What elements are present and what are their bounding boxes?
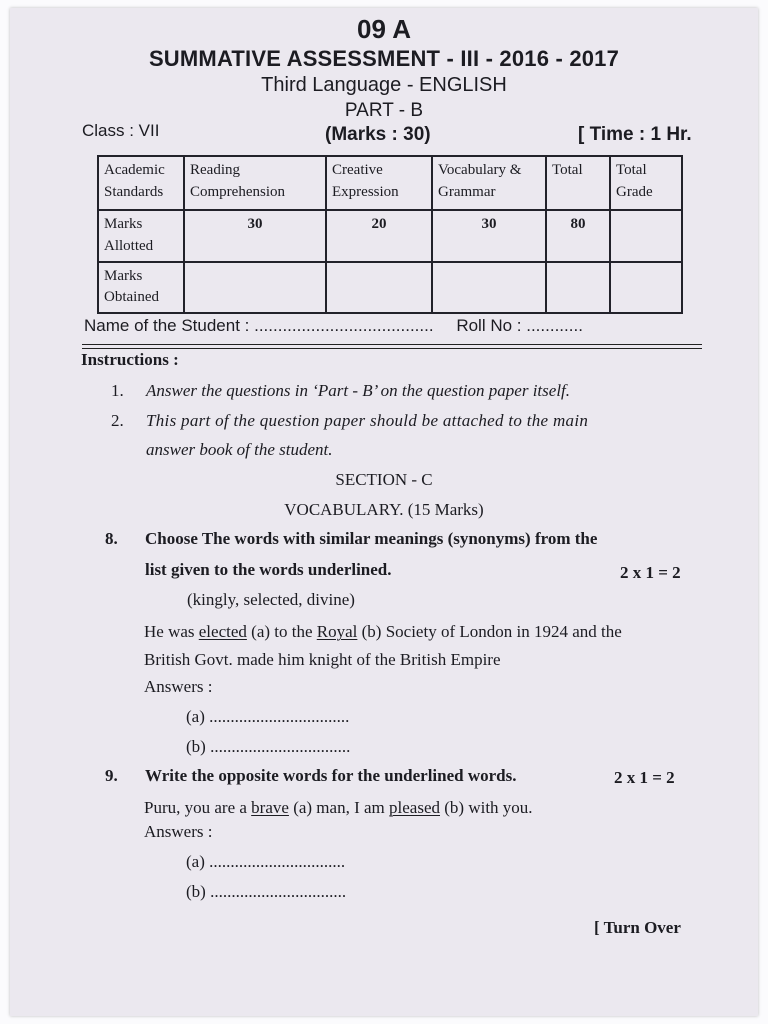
- table-cell: [610, 262, 682, 314]
- question-text: Choose The words with similar meanings (synonyms) from the: [145, 529, 598, 548]
- marks-label: (Marks : 30): [325, 124, 431, 145]
- question-text: Write the opposite words for the underlined words.: [145, 766, 517, 785]
- paper-code: 09 A: [357, 14, 411, 44]
- table-cell: 20: [326, 210, 432, 262]
- table-cell: [326, 262, 432, 314]
- header-cell: Academic Standards: [98, 156, 184, 210]
- marks-table: [97, 155, 683, 314]
- table-cell: [184, 262, 326, 314]
- question-sentence: [144, 622, 622, 642]
- instructions-heading: Instructions :: [81, 350, 179, 369]
- divider: [82, 348, 702, 349]
- table-cell: 30: [432, 210, 546, 262]
- row-label: Marks Allotted: [98, 210, 184, 262]
- sentence-text: (b) with you.: [440, 798, 533, 817]
- answer-blank-a[interactable]: (a) ................................: [186, 852, 346, 871]
- table-cell: [432, 262, 546, 314]
- answer-blank-b[interactable]: (b) ................................: [186, 882, 347, 901]
- time-label: [ Time : 1 Hr.: [578, 124, 692, 145]
- row-label: Marks Obtained: [98, 262, 184, 314]
- header-cell: Reading Comprehension: [184, 156, 326, 210]
- question-number: 9.: [105, 766, 118, 785]
- exam-title: SUMMATIVE ASSESSMENT - III - 2016 - 2017: [148, 46, 620, 71]
- instruction-text: Answer the questions in ‘Part - B’ on the question paper itself.: [146, 381, 571, 400]
- answer-blank-a[interactable]: (a) .................................: [186, 707, 350, 726]
- section-title: SECTION - C: [335, 470, 433, 489]
- answers-label: Answers :: [144, 677, 213, 696]
- header-cell: Vocabulary & Grammar: [432, 156, 546, 210]
- table-cell: [610, 210, 682, 262]
- part-label: PART - B: [344, 100, 424, 121]
- class-label: Class : VII: [82, 121, 160, 140]
- student-name-label: Name of the Student : ......................................: [84, 316, 434, 335]
- answers-label: Answers :: [144, 822, 213, 841]
- table-cell: [546, 262, 610, 314]
- divider: [82, 344, 702, 345]
- table-row: [98, 262, 682, 314]
- instruction-text: answer book of the student.: [146, 440, 333, 459]
- roll-no-label: Roll No : ............: [456, 316, 583, 335]
- table-header-row: [98, 156, 682, 210]
- sentence-text: (b) Society of London in 1924 and the: [357, 622, 622, 641]
- word-options: (kingly, selected, divine): [187, 590, 355, 609]
- section-subtitle: VOCABULARY. (15 Marks): [284, 500, 484, 519]
- header-cell: Total: [546, 156, 610, 210]
- answer-blank-b[interactable]: (b) .................................: [186, 737, 351, 756]
- sentence-text: (a) man, I am: [288, 798, 390, 817]
- table-cell: 30: [184, 210, 326, 262]
- student-name-field: [84, 316, 583, 336]
- question-sentence: [144, 798, 533, 818]
- header-cell: Total Grade: [610, 156, 682, 210]
- question-marks: 2 x 1 = 2: [620, 563, 681, 582]
- question-text: list given to the words underlined.: [145, 560, 392, 579]
- instruction-number: 2.: [111, 411, 124, 430]
- header-cell: Creative Expression: [326, 156, 432, 210]
- instruction-text: This part of the question paper should be attached to the main: [146, 411, 589, 430]
- sentence-text: He was: [144, 622, 199, 641]
- underlined-word: pleased: [389, 798, 440, 817]
- sentence-text: Puru, you are a: [144, 798, 252, 817]
- question-sentence: British Govt. made him knight of the British Empire: [144, 650, 501, 669]
- underlined-word: Royal: [316, 622, 358, 641]
- turn-over-label: [ Turn Over: [594, 918, 681, 937]
- sentence-text: (a) to the: [246, 622, 317, 641]
- instruction-number: 1.: [111, 381, 124, 400]
- underlined-word: elected: [198, 622, 247, 641]
- table-row: [98, 210, 682, 262]
- table-cell: 80: [546, 210, 610, 262]
- subject-title: Third Language - ENGLISH: [261, 74, 507, 96]
- question-number: 8.: [105, 529, 118, 548]
- question-marks: 2 x 1 = 2: [614, 768, 675, 787]
- underlined-word: brave: [251, 798, 289, 817]
